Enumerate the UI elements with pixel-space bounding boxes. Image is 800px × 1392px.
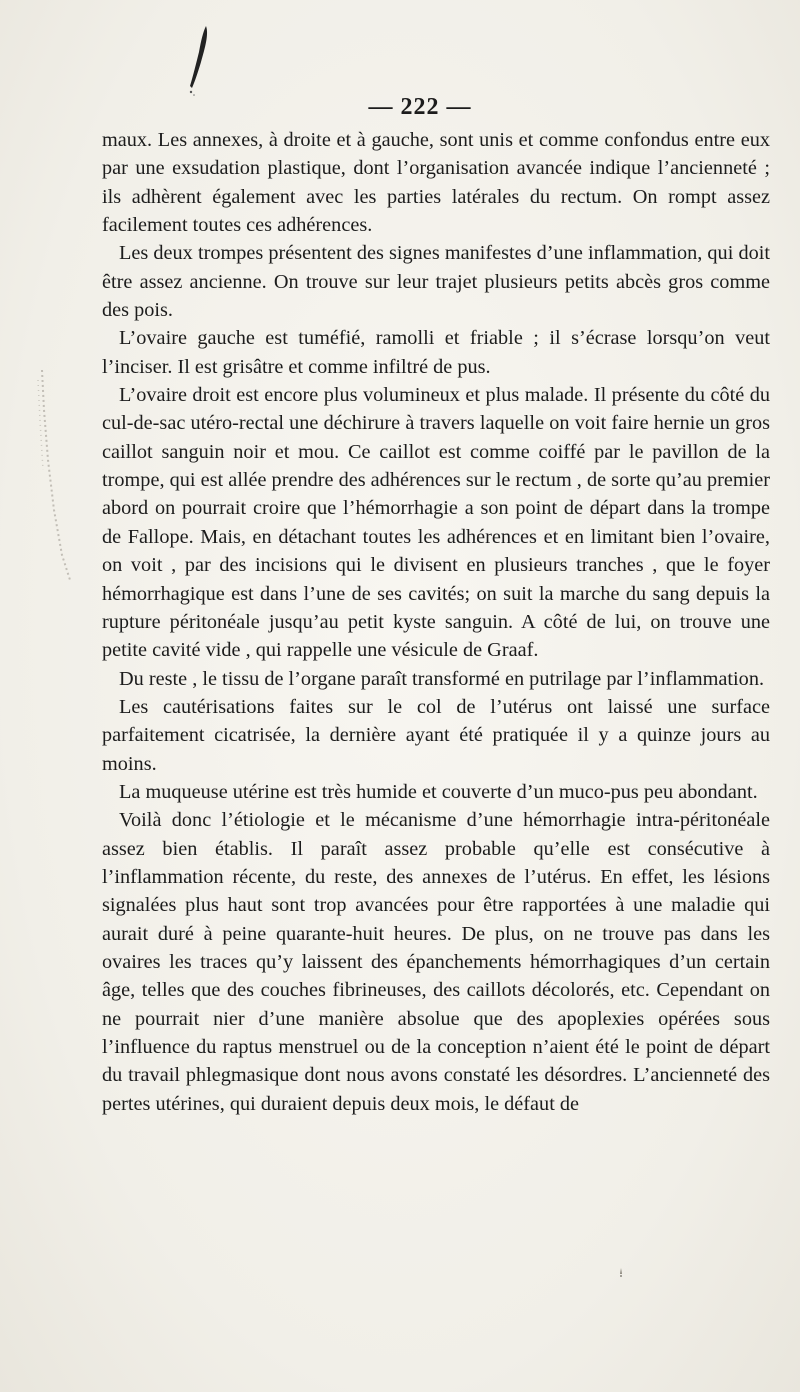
page-number: — 222 —	[368, 94, 472, 120]
margin-bleed-through	[30, 370, 80, 580]
paragraph-muqueuse: La muqueuse utérine est très humide et couverte d’un muco-pus peu abondant.	[119, 780, 758, 803]
paragraph-cauterisations: Les cautérisations faites sur le col de l’utérus ont laissé une surface parfaitement cicatrisée, la dernière ayant été pratiquée il y a quinze jours au moins.	[102, 695, 770, 775]
paragraph-tissu: Du reste , le tissu de l’organe paraît transformé en putrilage par l’inflammation.	[119, 667, 765, 690]
paragraph-trompes: Les deux trompes présentent des signes manifestes d’une inflammation, qui doit être assez ancienne. On trouve sur leur trajet plusieurs petits abcès gros comme des pois.	[102, 242, 770, 322]
paragraph-ovaire-gauche: L’ovaire gauche est tuméfié, ramolli et friable ; il s’écrase lorsqu’on veut l’inciser. Il est grisâtre et comme infiltré de pus.	[102, 327, 770, 378]
body-text	[102, 126, 770, 1118]
paragraph-ovaire-droit: L’ovaire droit est encore plus volumineux et plus malade. Il présente du côté du cul-de-sac utéro-rectal une déchirure à travers laquelle on voit faire hernie un gros caillot sanguin noir et mou. Ce caillot est comme coiffé par le pavillon de la trompe, qui est allée prendre des adhérences sur le rectum , de sorte qu’au premier abord on pourrait croire que l’hémorrhagie a son point de départ dans la trompe de Fallope. Mais, en détachant toutes les adhérences et en limitant bien l’ovaire, on voit , par des incisions qui le divisent en plusieurs tranches , que le foyer hémorrhagique est dans l’une de ses cavités; on suit la marche du sang depuis la rupture péritonéale jusqu’au petit kyste sanguin. A côté de lui, on trouve une petite cavité vide , qui rappelle une vésicule de Graaf.	[102, 384, 770, 662]
paragraph-etiologie: Voilà donc l’étiologie et le mécanisme d’une hémorrhagie intra-péritonéale assez bien établis. Il paraît assez probable qu’elle est consécutive à l’inflammation récente, du reste, des annexes de l’utérus. En effet, les lésions signalées plus haut sont trop avancées pour être rapportées à une maladie qui aurait duré à peine quarante-huit heures. De plus, on ne trouve pas dans les ovaires les traces qu’y laissent des épanchements hémorrhagiques d’un certain âge, telles que des couches fibrineuses, des caillots décolorés, etc. Cependant on ne pourrait nier d’une manière absolue que des apoplexies opérées sous l’influence du raptus menstruel ou de la conception n’aient été le point de départ du travail phlegmasique dont nous avons constaté les désordres. L’ancienneté des pertes utérines, qui duraient depuis deux mois, le défaut de	[102, 809, 770, 1115]
paragraph-continuation: maux. Les annexes, à droite et à gauche, sont unis et comme confondus entre eux par une exsudation plastique, dont l’organisation avancée indique l’ancienneté ; ils adhèrent également avec les parties latérales du rectum. On rompt assez facilement toutes ces adhérences.	[102, 129, 770, 237]
ink-speck	[618, 1268, 624, 1278]
ink-blot-mark	[188, 26, 210, 96]
